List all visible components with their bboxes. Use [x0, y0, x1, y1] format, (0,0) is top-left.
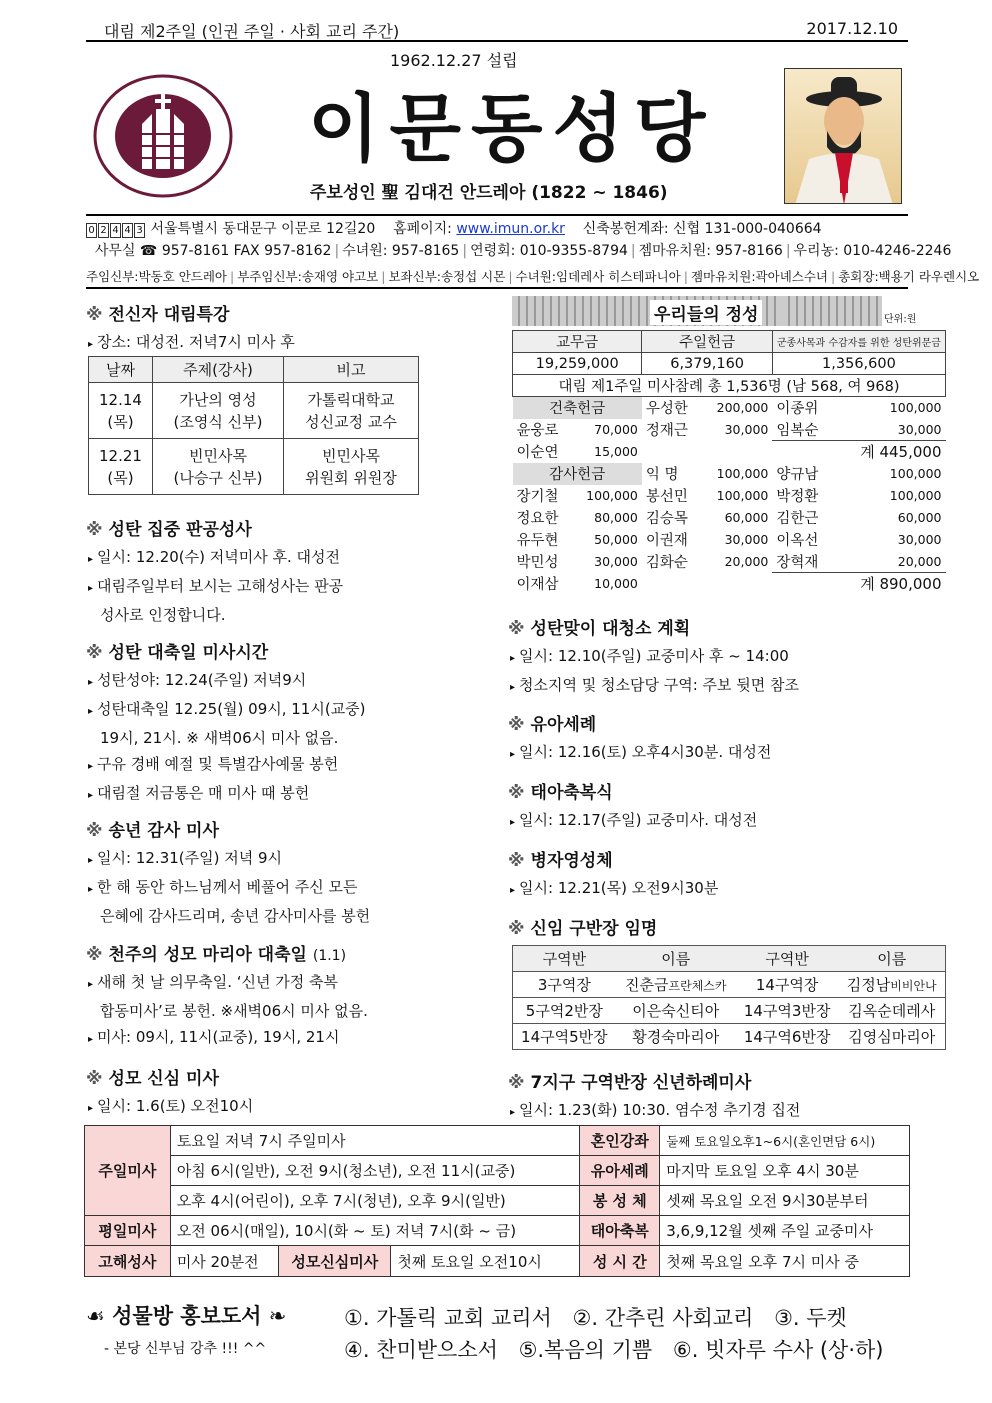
table-row	[513, 1024, 946, 1050]
weekday-mass-time: 오전 06시(매일), 10시(화 ~ 토) 저녁 7시(화 ~ 금)	[170, 1216, 580, 1246]
leader-name: 김영심	[848, 1028, 892, 1046]
cleaning-section: ※ 성탄맞이 대청소 계획 ▸ 일시: 12.10(주일) 교중미사 후 ~ 14:00 ▸ 청소지역 및 청소담당 구역: 주보 뒷면 참조	[508, 619, 800, 694]
lecture-topic: 가난의 영성	[179, 390, 257, 409]
offering-value: 6,379,160	[642, 353, 772, 375]
infant-baptism-time: 마지막 토요일 오후 4시 30분	[660, 1156, 910, 1186]
table-row	[513, 998, 946, 1024]
donor-amount: 30,000	[897, 421, 942, 437]
col-header: 비고	[283, 357, 418, 383]
offering-header	[512, 296, 782, 326]
staff-item: 부주임신부:송재영 야고보	[237, 269, 379, 284]
district: 14구역6반장	[736, 1024, 839, 1050]
book-item: ③. 두켓	[774, 1306, 847, 1330]
book-list-row	[344, 1302, 861, 1332]
donor-name: 봉선민	[645, 489, 688, 505]
donor-name: 정요한	[516, 511, 559, 527]
offering-table	[512, 330, 946, 595]
col-header: 교무금	[513, 331, 642, 353]
bulletin-date: 2017.12.10	[806, 19, 898, 38]
donor-name: 장혁재	[776, 554, 819, 571]
section-title: 7지구 구역반장 신년하례미사	[530, 1073, 752, 1093]
donor-name: 이종위	[776, 401, 819, 418]
donor-name: 김승목	[645, 511, 688, 527]
baptismal-name: 비비안나	[890, 979, 937, 993]
lecture-date: 12.14	[99, 390, 142, 409]
baptismal-name: 프란체스카	[668, 979, 727, 993]
text-line: 일시: 12.31(주일) 저녁 9시	[97, 849, 283, 867]
baptismal-name: 마리아	[891, 1028, 936, 1046]
zip-digit: 3	[134, 223, 145, 238]
zip-digit: 0	[86, 223, 97, 238]
bullet-mark-icon: ※	[508, 783, 525, 803]
sunday-mass-label: 주일미사	[85, 1126, 171, 1216]
staff-item: 보좌신부:송정섭 시몬	[388, 269, 506, 284]
section-title: 성탄맞이 대청소 계획	[530, 619, 691, 639]
text-line: 은혜에 감사드리며, 송년 감사미사를 봉헌	[100, 907, 371, 925]
info-phone-line: 사무실 ☎ 957-8161 FAX 957-8162 | 수녀원: 957-8165 | 연령회: 010-9355-8794 | 젬마유치원: 957-8166 | 우리농: 010-4246-2246	[94, 243, 952, 259]
offering-header-deco	[782, 296, 882, 326]
donor-name: 이재삼	[516, 577, 559, 593]
section-title: 성탄 집중 판공성사	[108, 520, 252, 540]
top-line	[86, 18, 908, 42]
donor-amount: 80,000	[594, 510, 638, 525]
donor-amount: 70,000	[594, 422, 638, 437]
book-list-row	[344, 1334, 897, 1364]
text-line: 일시: 1.6(토) 오전10시	[97, 1097, 254, 1115]
flourish-icon: ☙	[86, 1304, 105, 1328]
section-title: 송년 감사 미사	[108, 821, 219, 841]
lecture-date: 12.21	[99, 446, 142, 465]
district-mass-section: ※ 7지구 구역반장 신년하례미사 ▸ 일시: 1.23(화) 10:30. 염수정 추기경 집전	[508, 1073, 801, 1119]
flourish-icon: ❧	[268, 1304, 287, 1328]
staff-item: 주임신부:박동호 안드레아	[86, 269, 228, 284]
donor-amount: 30,000	[897, 532, 942, 547]
donor-name: 임복순	[776, 422, 819, 439]
col-header: 주제(강사)	[153, 357, 284, 383]
donor-amount: 100,000	[889, 400, 942, 416]
donor-amount: 30,000	[724, 422, 769, 437]
book-item: ⑤.복음의 기쁨	[518, 1338, 653, 1362]
donor-name: 우성한	[645, 401, 688, 418]
donor-amount: 50,000	[594, 532, 638, 547]
fetus-blessing-time: 3,6,9,12월 셋째 주일 교중미사	[660, 1216, 910, 1246]
donor-amount: 100,000	[586, 488, 638, 503]
mary-feast-section: ※ 천주의 성모 마리아 대축일 (1.1) ▸ 새해 첫 날 의무축일. ‘신년 가정 축복 합동미사’로 봉헌. ※새벽06시 미사 없음. ▸ 미사: 09시, 11시(교중), 19시, 21시	[86, 945, 368, 1046]
table-row	[89, 439, 419, 495]
donor-amount: 200,000	[716, 400, 769, 416]
book-item: ⑥. 빗자루 수사 (상·하)	[672, 1338, 884, 1362]
week-label: 대림 제2주일 (인권 주일 · 사회 교리 주간)	[104, 22, 400, 41]
confession-label: 고해성사	[85, 1246, 171, 1277]
anointing-time: 셋째 목요일 오전 9시30분부터	[660, 1186, 910, 1216]
anointing-label: 봉 성 체	[580, 1186, 660, 1216]
offering-value: 19,259,000	[513, 353, 642, 375]
attendance: 대림 제1주일 미사참례 총 1,536명 (남 568, 여 968)	[513, 375, 946, 397]
mother-mass-section: ※ 성모 신심 미사 ▸ 일시: 1.6(토) 오전10시	[86, 1069, 254, 1115]
lecture-speaker: (조영식 신부)	[173, 412, 263, 431]
bullet-mark-icon: ※	[508, 715, 525, 735]
lecture-table	[88, 356, 419, 495]
col-header: 군종사목과 수감자를 위한 성탄위문금	[772, 331, 945, 353]
donor-name: 김한근	[776, 511, 819, 527]
text-line: 일시: 12.10(주일) 교중미사 후 ~ 14:00	[519, 647, 789, 665]
donor-amount: 20,000	[724, 554, 769, 569]
section-title: 전신자 대림특강	[108, 305, 230, 325]
donor-amount: 10,000	[594, 576, 638, 591]
district: 5구역2반장	[513, 998, 616, 1024]
leader-name: 이은숙	[632, 1002, 676, 1020]
text-line: 청소지역 및 청소담당 구역: 주보 뒷면 참조	[519, 676, 800, 694]
donor-amount: 60,000	[897, 510, 942, 525]
bullet-mark-icon: ※	[86, 520, 103, 540]
text-line: 성탄성야: 12.24(주일) 저녁9시	[97, 671, 307, 689]
address: 서울특별시 동대문구 이문로 12길20	[150, 221, 376, 237]
bullet-mark-icon: ※	[508, 919, 525, 939]
office-label: 사무실 ☎	[94, 243, 158, 259]
bullet-mark-icon: ※	[86, 945, 103, 965]
text-line: 구유 경배 예절 및 특별감사예물 봉헌	[97, 755, 339, 773]
donor-amount: 30,000	[594, 554, 638, 569]
infant-baptism-label: 유아세례	[580, 1156, 660, 1186]
col-header: 주일헌금	[642, 331, 772, 353]
fetus-blessing-section: ※ 태아축복식 ▸ 일시: 12.17(주일) 교중미사. 대성전	[508, 783, 758, 829]
donor-name: 이옥선	[776, 533, 819, 549]
lecture-note: 성신교정 교수	[305, 412, 397, 431]
leaders-table	[512, 945, 946, 1050]
section-title: 태아축복식	[530, 783, 613, 803]
info-address-line	[86, 214, 908, 238]
yearend-mass-section: ※ 송년 감사 미사 ▸ 일시: 12.31(주일) 저녁 9시 ▸ 한 해 동안 하느님께서 베풀어 주신 모든 은혜에 감사드리며, 송년 감사미사를 봉헌	[86, 821, 371, 925]
table-row	[89, 383, 419, 439]
leader-name: 진춘금	[625, 976, 669, 994]
district: 14구역3반장	[736, 998, 839, 1024]
legion-phone: 연령회: 010-9355-8794	[470, 243, 628, 259]
text-line: 일시: 12.17(주일) 교중미사. 대성전	[519, 811, 758, 829]
zip-digit: 4	[122, 223, 133, 238]
baptismal-name: 신티아	[675, 1002, 720, 1020]
sunday-mass-1: 토요일 저녁 7시 주일미사	[170, 1126, 580, 1156]
col-header: 날짜	[89, 357, 153, 383]
col-header: 구역반	[513, 946, 616, 972]
marian-mass-time: 첫째 토요일 오전10시	[397, 1252, 542, 1271]
donor-amount: 100,000	[889, 488, 942, 503]
section-title: 성탄 대축일 미사시간	[108, 643, 269, 663]
donor-name: 박정환	[776, 489, 819, 505]
zip-digit: 2	[98, 223, 109, 238]
lecture-note: 가톨릭대학교	[307, 390, 395, 409]
book-item: ②. 간추린 사회교리	[572, 1306, 754, 1330]
sunday-mass-2: 아침 6시(일반), 오전 9시(청소년), 오전 11시(교중)	[170, 1156, 580, 1186]
new-leaders-section	[508, 914, 657, 943]
donor-name: 양규남	[776, 467, 819, 483]
thanks-label: 감사헌금	[513, 463, 642, 485]
text-line: 합동미사’로 봉헌. ※새벽06시 미사 없음.	[100, 1002, 368, 1020]
established-date: 1962.12.27 설립	[390, 51, 518, 70]
sisters-phone: 수녀원: 957-8165	[342, 243, 460, 259]
donor-amount: 15,000	[594, 444, 638, 459]
lecture-note: 빈민사목	[322, 446, 380, 465]
leader-name: 김옥순	[848, 1002, 892, 1020]
book-item: ①. 가톨릭 교회 교리서	[344, 1306, 552, 1330]
offering-title: 우리들의 정성	[650, 300, 762, 325]
text-line: 19시, 21시. ※ 새벽06시 미사 없음.	[100, 729, 339, 747]
donor-amount: 100,000	[716, 466, 769, 481]
leader-name: 김정남	[846, 976, 891, 994]
text-line: 일시: 1.23(화) 10:30. 염수정 추기경 집전	[519, 1101, 801, 1119]
christmas-mass-section: ※ 성탄 대축일 미사시간 ▸ 성탄성야: 12.24(주일) 저녁9시 ▸ 성탄대축일 12.25(월) 09시, 11시(교중) 19시, 21시. ※ 새벽06시 미사 없음. ▸ 구유 경배 예절 및 특별감사예물 봉헌 ▸ 대림절 저금통은 매 미사 때 봉헌	[86, 643, 366, 802]
offering-unit: 단위:원	[884, 314, 917, 325]
text-line: 성사로 인정합니다.	[100, 606, 226, 624]
lecture-place: 장소: 대성전. 저녁7시 미사 후	[97, 333, 295, 351]
donor-name: 정재근	[645, 423, 688, 439]
lecture-speaker: (나승구 신부)	[173, 468, 263, 487]
building-label: 건축헌금	[513, 397, 642, 419]
sunday-mass-3: 오후 4시(어린이), 오후 7시(청년), 오후 9시(일반)	[170, 1186, 580, 1216]
bullet-mark-icon: ※	[508, 851, 525, 871]
text-line: 대림절 저금통은 매 미사 때 봉헌	[97, 784, 310, 802]
col-header: 이름	[616, 946, 736, 972]
table-row	[513, 972, 946, 998]
section-title: 병자영성체	[530, 851, 613, 871]
bullet-mark-icon: ※	[508, 1073, 525, 1093]
church-name: 이문동성당	[308, 86, 716, 172]
saint-portrait	[784, 68, 902, 204]
section-title-date: (1.1)	[312, 948, 347, 964]
kinder-phone: 젬마유치원: 957-8166	[638, 243, 783, 259]
marian-mass-label: 성모신심미사	[279, 1246, 391, 1276]
book-promo-subtitle: - 본당 신부님 강추 !!! ^^	[104, 1341, 267, 1357]
section-title: 성모 신심 미사	[108, 1069, 219, 1089]
donor-amount: 30,000	[724, 532, 769, 547]
donor-name: 김화순	[645, 555, 688, 571]
donor-name: 윤웅로	[516, 423, 559, 439]
lecture-topic: 빈민사목	[189, 446, 247, 465]
col-header: 이름	[838, 946, 945, 972]
text-line: 성탄대축일 12.25(월) 09시, 11시(교중)	[97, 700, 366, 718]
section-title: 신임 구반장 임명	[530, 919, 658, 939]
bullet-mark-icon: ※	[86, 1069, 103, 1089]
info-staff-line: 주임신부:박동호 안드레아 | 부주임신부:송재영 야고보 | 보좌신부:송정섭 시몬 | 수녀원:임데레사 히스테파니아 | 젬마유치원:곽아녜스수녀 | 총회장:백용기 라우렌시오	[86, 267, 908, 289]
account-info: 신축봉헌계좌: 신협 131-000-040664	[582, 221, 822, 237]
text-line: 새해 첫 날 의무축일. ‘신년 가정 축복	[97, 973, 339, 991]
sick-communion-section: ※ 병자영성체 ▸ 일시: 12.21(목) 오전9시30분	[508, 851, 719, 897]
donor-amount: 100,000	[889, 466, 942, 481]
homepage-link[interactable]: www.imun.or.kr	[456, 221, 565, 237]
homepage-label: 홈페이지:	[393, 221, 452, 237]
weekday-mass-label: 평일미사	[85, 1216, 171, 1246]
confession-time: 미사 20분전	[171, 1246, 279, 1276]
district: 3구역장	[513, 972, 616, 998]
bullet-mark-icon: ※	[86, 643, 103, 663]
text-line: 일시: 12.16(토) 오후4시30분. 대성전	[519, 743, 772, 761]
donor-name: 박민성	[516, 555, 559, 571]
bullet-mark-icon: ※	[86, 305, 103, 325]
staff-item: 총회장:백용기 라우렌시오	[838, 269, 980, 284]
office-phone: 957-8161 FAX 957-8162	[161, 243, 332, 259]
baptism-section: ※ 유아세례 ▸ 일시: 12.16(토) 오후4시30분. 대성전	[508, 715, 772, 761]
col-header: 구역반	[736, 946, 839, 972]
thanks-total: 계 890,000	[772, 573, 945, 595]
text-line: 미사: 09시, 11시(교중), 19시, 21시	[97, 1028, 340, 1046]
mass-schedule-table	[84, 1125, 910, 1277]
donor-amount: 20,000	[897, 553, 942, 569]
text-line: 일시: 12.20(수) 저녁미사 후. 대성전	[97, 548, 340, 566]
patron-saint: 주보성인 聖 김대건 안드레아 (1822 ~ 1846)	[310, 183, 668, 203]
urinong-phone: 우리농: 010-4246-2246	[793, 243, 952, 259]
offering-value: 1,356,600	[772, 353, 945, 375]
donor-amount: 100,000	[716, 488, 769, 503]
section-title: 유아세례	[530, 715, 597, 735]
donor-name: 익 명	[645, 467, 679, 483]
parish-logo	[92, 74, 234, 198]
lecture-day: (목)	[107, 412, 134, 431]
penance-section: ※ 성탄 집중 판공성사 ▸ 일시: 12.20(수) 저녁미사 후. 대성전 ▸ 대림주일부터 보시는 고해성사는 판공 성사로 인정합니다.	[86, 520, 344, 624]
section-title: 천주의 성모 마리아 대축일	[108, 945, 307, 965]
marriage-time: 둘째 토요일오후1~6시(혼인면담 6시)	[660, 1126, 910, 1156]
district: 14구역장	[736, 972, 839, 998]
text-line: 일시: 12.21(목) 오전9시30분	[519, 879, 719, 897]
staff-item: 수녀원:임데레사 히스테파니아	[515, 269, 681, 284]
donor-name: 장기철	[516, 489, 559, 505]
bullet-mark-icon: ※	[508, 619, 525, 639]
leader-name: 황경숙	[632, 1028, 676, 1046]
holy-hour-time: 첫째 목요일 오후 7시 미사 중	[660, 1246, 910, 1277]
lecture-note: 위원회 위원장	[305, 468, 397, 487]
marriage-label: 혼인강좌	[580, 1126, 660, 1156]
baptismal-name: 데레사	[891, 1002, 936, 1020]
staff-item: 젬마유치원:곽아녜스수녀	[690, 269, 828, 284]
book-item: ④. 찬미받으소서	[344, 1338, 498, 1362]
donor-amount: 60,000	[724, 510, 769, 525]
book-promo-title-row	[86, 1300, 286, 1330]
lecture-day: (목)	[107, 468, 134, 487]
zip-digit: 4	[110, 223, 121, 238]
donor-name: 이순연	[516, 445, 559, 461]
donor-name: 이권재	[645, 533, 688, 549]
holy-hour-label: 성 시 간	[580, 1246, 660, 1277]
text-line: 한 해 동안 하느님께서 베풀어 주신 모든	[97, 878, 358, 896]
district: 14구역5반장	[513, 1024, 616, 1050]
bullet-mark-icon: ※	[86, 821, 103, 841]
book-promo-title: 성물방 홍보도서	[112, 1304, 262, 1328]
text-line: 대림주일부터 보시는 고해성사는 판공	[97, 577, 344, 595]
baptismal-name: 마리아	[675, 1028, 720, 1046]
donor-name: 유두현	[516, 533, 559, 549]
advent-lecture-section: ※ 전신자 대림특강 ▸ 장소: 대성전. 저녁7시 미사 후	[86, 305, 295, 351]
building-total: 계 445,000	[772, 441, 945, 463]
fetus-blessing-label: 태아축복	[580, 1216, 660, 1246]
